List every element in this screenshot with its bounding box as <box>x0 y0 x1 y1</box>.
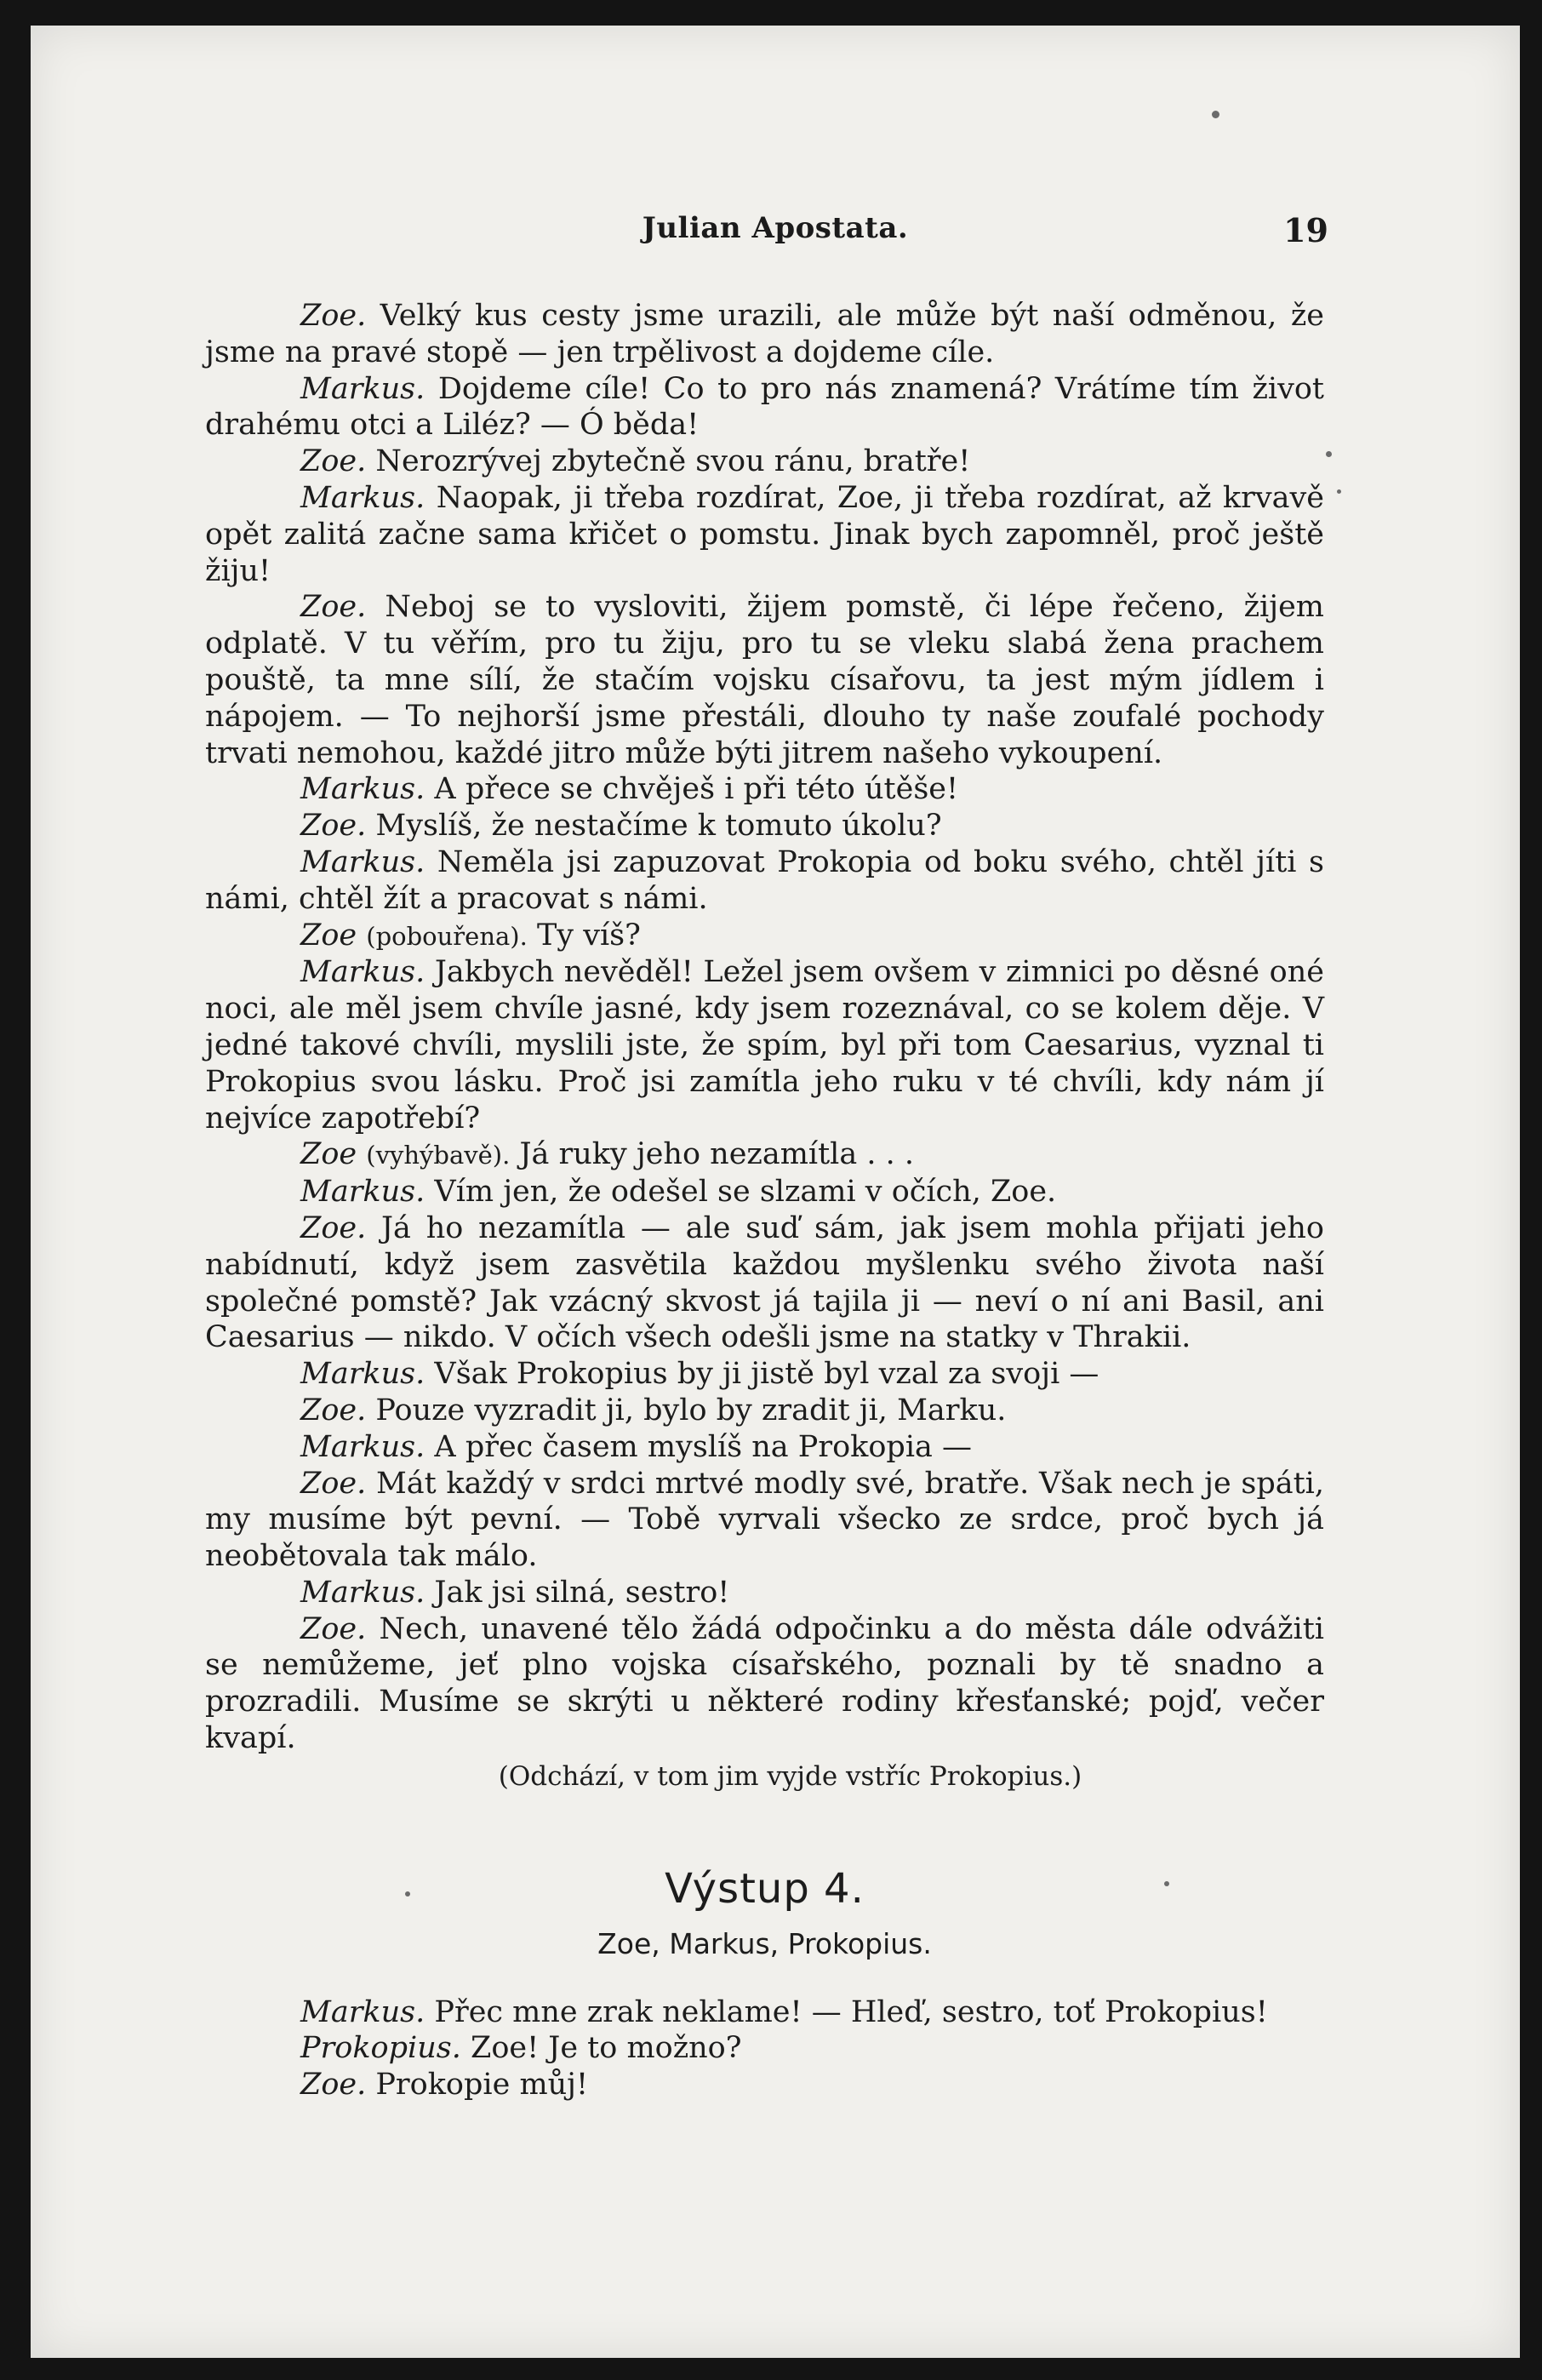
spoken-text: Však Prokopius by ji jistě byl vzal za svoji — <box>434 1357 1099 1392</box>
scene-dialogue-line <box>205 2067 1324 2103</box>
page-body <box>205 298 1324 2103</box>
speaker-name: Markus. <box>300 1575 425 1610</box>
stage-direction: (pobouřena). <box>366 921 528 951</box>
dialogue-line <box>205 1210 1324 1356</box>
spoken-text: Prokopie můj! <box>375 2068 589 2103</box>
dialogue-line <box>205 443 1324 480</box>
speaker-name: Zoe. <box>300 1393 367 1427</box>
dialogue-line <box>205 1356 1324 1393</box>
spoken-text: Mát každý v srdci mrtvé modly své, bratře. Však nech je spáti, my musíme být pevní. — Tobě vyrvali všecko ze srdce, proč bych já neobětovala tak málo. <box>205 1466 1324 1574</box>
page-header <box>31 196 1520 247</box>
dialogue-line <box>205 1429 1324 1466</box>
dialogue-line <box>205 1466 1324 1575</box>
scene-characters: Zoe, Markus, Prokopius. <box>597 1926 932 1960</box>
spoken-text: Přec mne zrak neklame! — Hleď, sestro, toť Prokopius! <box>434 1994 1268 2029</box>
spoken-text: Naopak, ji třeba rozdírat, Zoe, ji třeba rozdírat, až krvavě opět zalitá začne sama křičet o pomstu. Jinak bych zapomněl, proč ještě žiju! <box>205 480 1324 588</box>
spoken-text: Dojdeme cíle! Co to pro nás znamená? Vrátíme tím život drahému otci a Liléz? — Ó běda! <box>205 371 1324 443</box>
dialogue-line <box>205 1136 1324 1174</box>
spoken-text: Nech, unavené tělo žádá odpočinku a do města dále odvážiti se nemůžeme, jeť plno vojska císařského, poznali by tě snadno a prozradili. Musíme se skrýti u některé rodiny křesťanské; pojď, večer kvapí. <box>205 1611 1324 1756</box>
dialogue-line <box>205 1575 1324 1611</box>
dialogue-line <box>205 1611 1324 1757</box>
dialogue-line <box>205 954 1324 1136</box>
speaker-name: Zoe. <box>300 299 367 333</box>
speaker-name: Markus. <box>300 844 425 879</box>
spoken-text: Nerozrývej zbytečně svou ránu, bratře! <box>375 444 971 479</box>
scene-dialogue-line <box>205 2030 1324 2067</box>
spoken-text: Velký kus cesty jsme urazili, ale může být naší odměnou, že jsme na pravé stopě — jen trpělivost a dojdeme cíle. <box>205 299 1324 369</box>
dialogue-line <box>205 918 1324 955</box>
dialogue-line <box>205 298 1324 371</box>
spoken-text: Jakbych nevěděl! Ležel jsem ovšem v zimnici po děsné oné noci, ale měl jsem chvíle jasné, kdy jsem rozeznával, co se kolem děje. V jedné takové chvíli, myslili jste, že spím, byl při tom Caesarius, vyznal ti Prokopius svou lásku. Proč jsi zamítla jeho ruku v té chvíli, kdy nám jí nejvíce zapotřebí? <box>205 955 1324 1136</box>
speaker-name: Markus. <box>300 1357 425 1392</box>
speaker-name: Zoe <box>300 918 357 953</box>
spoken-text: Ty víš? <box>536 918 641 953</box>
speaker-name: Markus. <box>300 1429 425 1464</box>
speaker-name: Zoe <box>300 1137 357 1172</box>
speaker-name: Markus. <box>300 1175 425 1210</box>
dialogue-line <box>205 771 1324 808</box>
spoken-text: Zoe! Je to možno? <box>471 2031 742 2066</box>
dialogue-line <box>205 589 1324 771</box>
dialogue-line <box>205 844 1324 918</box>
dialogue-line <box>205 808 1324 844</box>
scan-speck <box>1326 451 1332 457</box>
dialogue-line <box>205 1393 1324 1429</box>
spoken-text: Já ruky jeho nezamítla . . . <box>519 1137 914 1172</box>
speaker-name: Markus. <box>300 955 425 990</box>
spoken-text: Pouze vyzradit ji, bylo by zradit ji, Marku. <box>375 1393 1007 1427</box>
speaker-name: Zoe. <box>300 809 367 844</box>
speaker-name: Markus. <box>300 371 425 406</box>
dialogue-line <box>205 1174 1324 1210</box>
scene-title: Výstup 4. <box>665 1864 865 1913</box>
spoken-text: A přece se chvěješ i při této útěše! <box>434 772 959 807</box>
dialogue-line <box>205 480 1324 589</box>
speaker-name: Prokopius. <box>300 2031 461 2066</box>
scene-dialogue <box>205 1994 1324 2103</box>
spoken-text: Já ho nezamítla — ale suď sám, jak jsem mohla přijati jeho nabídnutí, když jsem zasvětila každou myšlenku svého života naší společné pomstě? Jak vzácný skvost já tajila ji — neví o ní ani Basil, ani Caesarius — nikdo. V očích všech odešli jsme na statky v Thrakii. <box>205 1210 1324 1355</box>
spoken-text: Myslíš, že nestačíme k tomuto úkolu? <box>375 809 942 844</box>
speaker-name: Zoe. <box>300 444 367 479</box>
spoken-text: Neměla jsi zapuzovat Prokopia od boku svého, chtěl jíti s námi, chtěl žít a pracovat s námi. <box>205 844 1324 916</box>
spoken-text: A přec časem myslíš na Prokopia — <box>434 1429 973 1464</box>
speaker-name: Markus. <box>300 480 425 515</box>
spoken-text: Neboj se to vysloviti, žijem pomstě, či lépe řečeno, žijem odplatě. V tu věřím, pro tu žiju, pro tu se vleku slabá žena prachem pouště, ta mne sílí, že stačím vojsku císařovu, ta jest mým jídlem i nápojem. — To nejhorší jsme přestáli, dlouho ty naše zoufalé pochody trvati nemohou, každé jitro může býti jitrem našeho vykoupení. <box>205 590 1324 770</box>
speaker-name: Zoe. <box>300 590 367 625</box>
speaker-name: Zoe. <box>300 1210 367 1245</box>
dialogue <box>205 298 1324 1757</box>
spoken-text: Vím jen, že odešel se slzami v očích, Zoe. <box>434 1175 1057 1210</box>
scan-speck <box>1212 111 1219 118</box>
exit-stage-direction: (Odchází, v tom jim vyjde vstříc Prokopius.) <box>498 1760 1082 1792</box>
book-page <box>31 26 1520 2358</box>
speaker-name: Markus. <box>300 772 425 807</box>
page-number: 19 <box>1283 211 1328 249</box>
scan-speck <box>1337 489 1341 494</box>
speaker-name: Markus. <box>300 1994 425 2029</box>
stage-direction: (vyhýbavě). <box>366 1141 511 1170</box>
dialogue-line <box>205 371 1324 444</box>
speaker-name: Zoe. <box>300 1611 367 1646</box>
speaker-name: Zoe. <box>300 2068 367 2103</box>
speaker-name: Zoe. <box>300 1466 367 1501</box>
spoken-text: Jak jsi silná, sestro! <box>434 1575 730 1610</box>
scene-dialogue-line <box>205 1994 1324 2031</box>
running-title: Julian Apostata. <box>642 211 909 245</box>
